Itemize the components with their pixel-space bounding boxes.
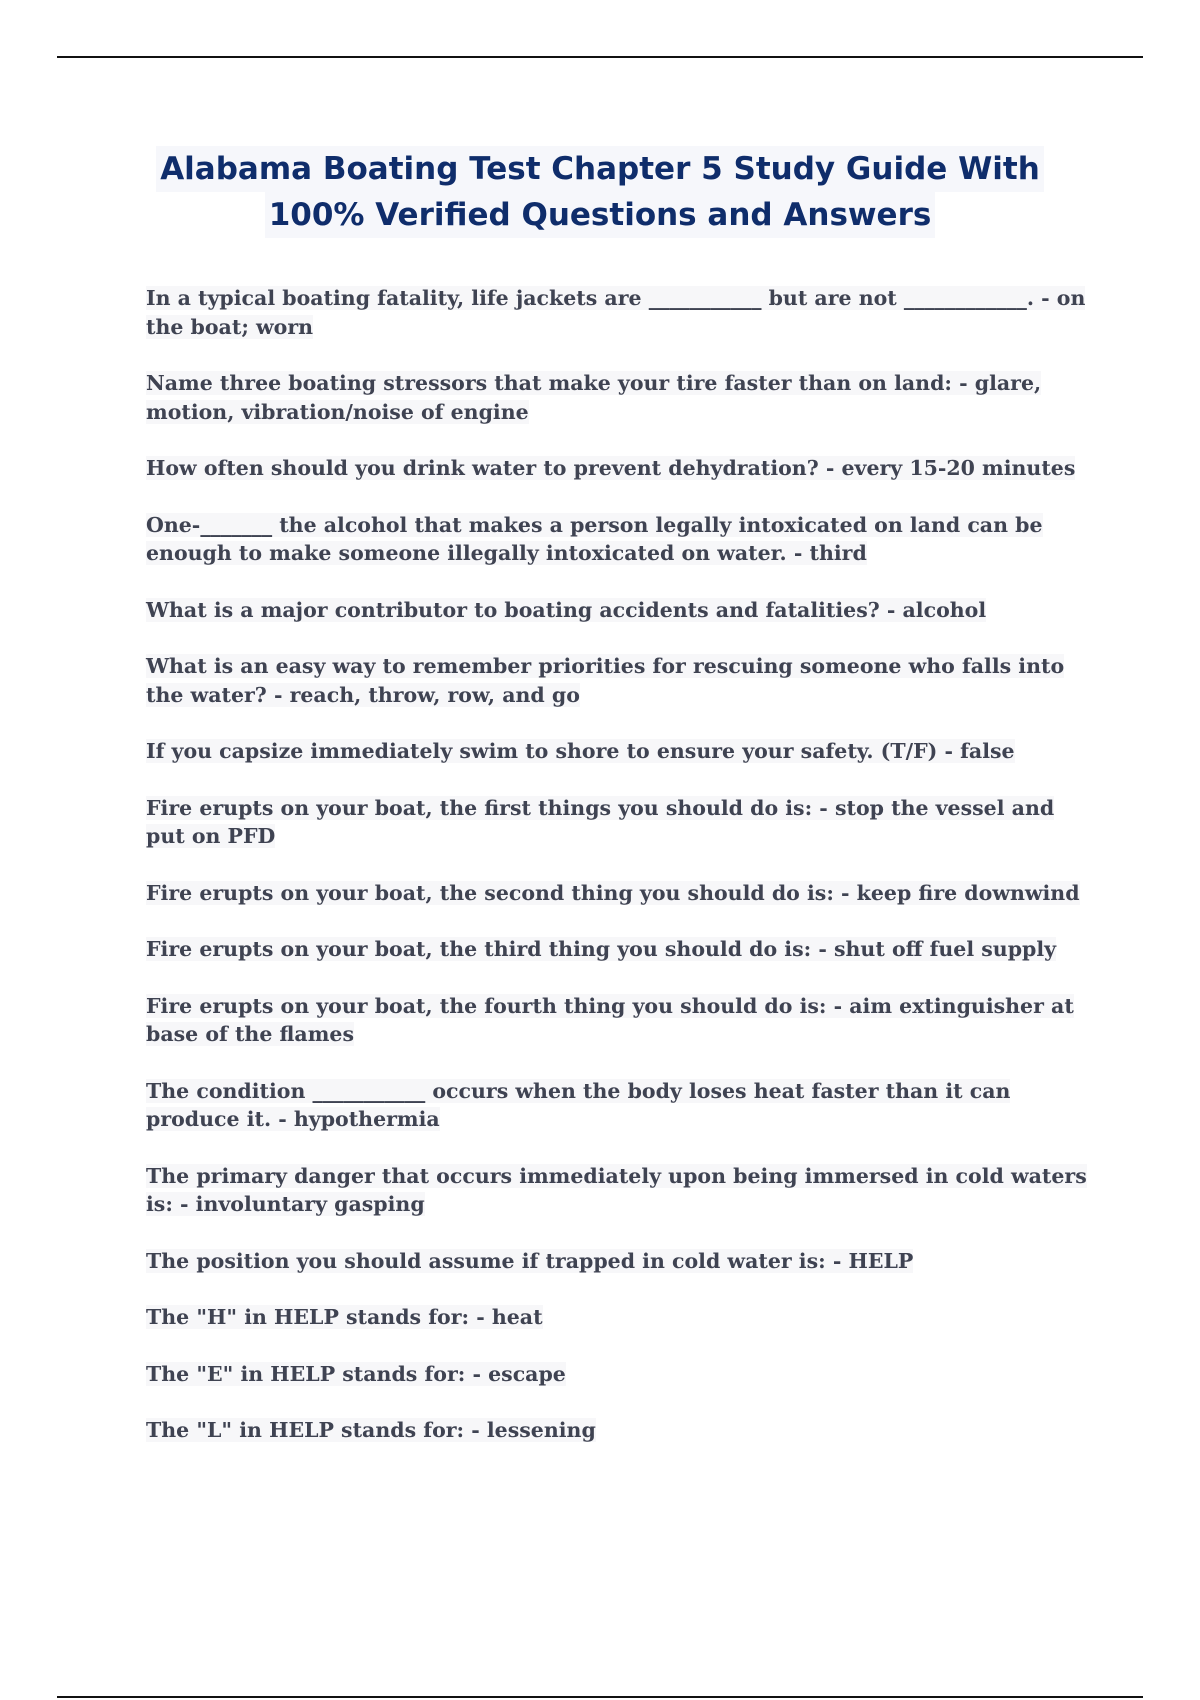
- qa-item: [146, 935, 1096, 964]
- qa-text: The condition ___________ occurs when the body loses heat faster than it can produce it. - hypothermia: [146, 1078, 1011, 1131]
- qa-text: Fire erupts on your boat, the third thing you should do is: - shut off fuel supply: [146, 937, 1057, 961]
- qa-item: [146, 1162, 1096, 1219]
- qa-item: [146, 1360, 1096, 1389]
- qa-item: [146, 652, 1096, 709]
- bottom-divider: [57, 1696, 1143, 1698]
- qa-item: [146, 1416, 1096, 1445]
- qa-text: What is a major contributor to boating accidents and fatalities? - alcohol: [146, 597, 987, 622]
- qa-text: Fire erupts on your boat, the fourth thing you should do is: - aim extinguisher at base of the flames: [146, 993, 1074, 1046]
- title-line-1: Alabama Boating Test Chapter 5 Study Guide With: [156, 146, 1044, 192]
- qa-item: [146, 1247, 1096, 1276]
- qa-item: [146, 737, 1096, 766]
- qa-text: What is an easy way to remember priorities for rescuing someone who falls into the water? - reach, throw, row, and go: [146, 654, 1065, 707]
- qa-text: Fire erupts on your boat, the first things you should do is: - stop the vessel and put on PFD: [146, 795, 1055, 848]
- qa-text: The "L" in HELP stands for: - lessening: [146, 1418, 596, 1442]
- qa-item: [146, 879, 1096, 908]
- qa-text: The "H" in HELP stands for: - heat: [146, 1305, 543, 1329]
- qa-item: [146, 284, 1096, 341]
- qa-item: [146, 454, 1096, 483]
- qa-item: [146, 794, 1096, 851]
- qa-text: If you capsize immediately swim to shore to ensure your safety. (T/F) - false: [146, 739, 1015, 763]
- qa-text: In a typical boating fatality, life jackets are ___________ but are not ____________. - on the boat; worn: [146, 286, 1086, 339]
- top-divider: [57, 56, 1143, 58]
- qa-item: [146, 1303, 1096, 1332]
- qa-item: [146, 1077, 1096, 1134]
- qa-item: [146, 511, 1096, 568]
- qa-item: [146, 596, 1096, 625]
- qa-text: The position you should assume if trapped in cold water is: - HELP: [146, 1248, 914, 1273]
- qa-list: [146, 284, 1096, 1473]
- qa-text: One-_______ the alcohol that makes a person legally intoxicated on land can be enough to make someone illegally intoxicated on water. - third: [146, 512, 1043, 565]
- title-line-2: 100% Verified Questions and Answers: [265, 192, 936, 238]
- qa-item: [146, 992, 1096, 1049]
- qa-text: How often should you drink water to prevent dehydration? - every 15-20 minutes: [146, 456, 1076, 480]
- qa-item: [146, 369, 1096, 426]
- qa-text: The "E" in HELP stands for: - escape: [146, 1361, 566, 1386]
- document-title: [0, 146, 1200, 238]
- qa-text: Fire erupts on your boat, the second thing you should do is: - keep fire downwind: [146, 880, 1080, 905]
- qa-text: The primary danger that occurs immediately upon being immersed in cold waters is: - involuntary gasping: [146, 1163, 1087, 1216]
- qa-text: Name three boating stressors that make your tire faster than on land: - glare, motion, vibration/noise of engine: [146, 371, 1042, 424]
